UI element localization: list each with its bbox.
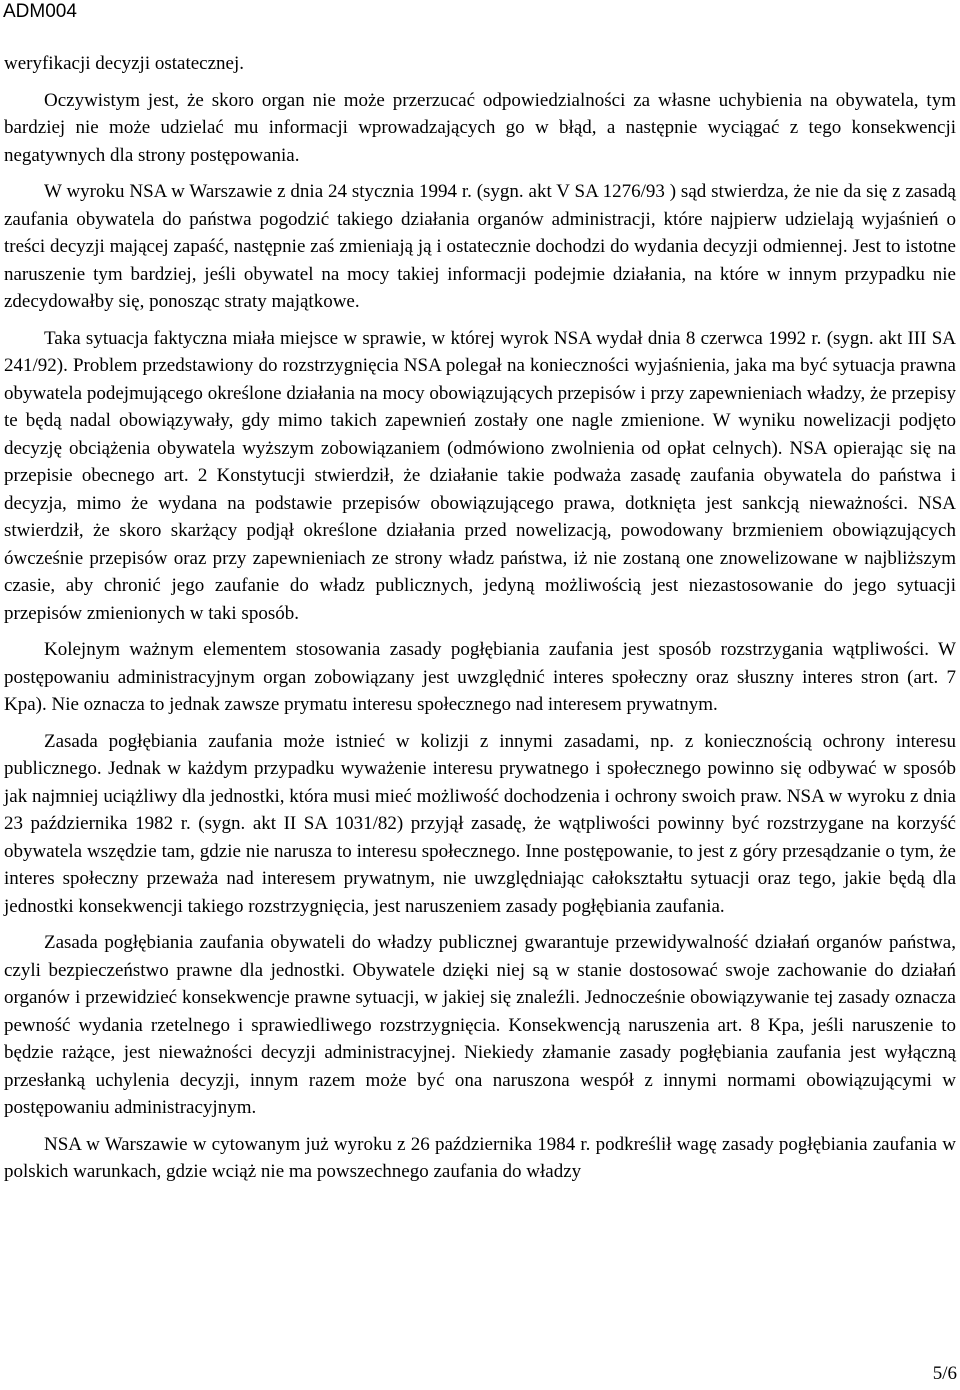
paragraph: Zasada pogłębiania zaufania może istnieć w kolizji z innymi zasadami, np. z koniecznością ochrony interesu publicznego. Jednak w każdym przypadku wyważenie interesu prywatnego i społecznego powinno się odbywać w sposób jak najmniej uciążliwy dla jednostki, która musi mieć możliwość dochodzenia i ochrony swoich praw. NSA w wyroku z dnia 23 października 1982 r. (sygn. akt II SA 1031/82) przyjął zasadę, że wątpliwości powinny być rozstrzygane na korzyść obywatela wszędzie tam, gdzie nie narusza to interesu społecznego. Inne postępowanie, to jest z góry przesądzanie o tym, że interes społeczny przeważa nad interesem prywatnym, nie uwzględniając całokształtu sytuacji oraz tego, jakie będą dla jednostki konsekwencji takiego rozstrzygnięcia, jest naruszeniem zasady pogłębiania zaufania.: [4, 730, 956, 917]
document-id: ADM004: [3, 1, 77, 22]
document-body: [4, 50, 956, 1195]
paragraph: W wyroku NSA w Warszawie z dnia 24 stycznia 1994 r. (sygn. akt V SA 1276/93 ) sąd stwierdza, że nie da się z zasadą zaufania obywatela do państwa pogodzić takiego działania organów administracji, które najpierw udzielają wyjaśnień o treści decyzji mającej zapaść, następnie zaś zmieniają ją i ostatecznie dochodzi do wydania decyzji odmiennej. Jest to istotne naruszenie tym bardziej, jeśli obywatel na mocy takiej informacji podejmie działania, na które w innym przypadku nie zdecydowałby się, ponosząc straty majątkowe.: [4, 181, 956, 312]
paragraph: Oczywistym jest, że skoro organ nie może przerzucać odpowiedzialności za własne uchybienia na obywatela, tym bardziej nie może udzielać mu informacji wprowadzających go w błąd, a następnie wyciągać z tego konsekwencji negatywnych dla strony postępowania.: [4, 89, 956, 166]
paragraph: Taka sytuacja faktyczna miała miejsce w sprawie, w której wyrok NSA wydał dnia 8 czerwca 1992 r. (sygn. akt III SA 241/92). Problem przedstawiony do rozstrzygnięcia NSA polegał na konieczności wyjaśnienia, jaka ma być sytuacja prawna obywatela podejmującego określone działania na mocy obowiązujących przepisów i przy zapewnieniach władzy, że przepisy te będą nadal obowiązywały, gdy mimo takich zapewnień zostały one nagle zmienione. W wyniku nowelizacji podjęto decyzję obciążenia obywatela wyższym zobowiązaniem (odmówiono zwolnienia od opłat celnych). NSA opierając się na przepisie obecnego art. 2 Konstytucji stwierdził, że działanie takie podważa zasadę zaufania obywatela do państwa i decyzja, mimo że wydana na podstawie przepisów obowiązującego prawa, dotknięta jest sankcją nieważności. NSA stwierdził, że skoro skarżący podjął określone działania przed nowelizacją, powodowany brzmieniem obowiązujących ówcześnie przepisów oraz przy zapewnieniach ze strony władz państwa, iż nie zostaną one znowelizowane w najbliższym czasie, aby chronić jego zaufanie do władz publicznych, jedyną możliwością jest niezastosowanie do jego sytuacji przepisów zmienionych w taki sposób.: [4, 327, 956, 624]
paragraph: NSA w Warszawie w cytowanym już wyroku z 26 października 1984 r. podkreślił wagę zasady pogłębiania zaufania w polskich warunkach, gdzie wciąż nie ma powszechnego zaufania do władzy: [4, 1133, 956, 1182]
paragraph: Kolejnym ważnym elementem stosowania zasady pogłębiania zaufania jest sposób rozstrzygania wątpliwości. W postępowaniu administracyjnym organ zobowiązany jest uwzględnić interes społeczny oraz słuszny interes stron (art. 7 Kpa). Nie oznacza to jednak zawsze prymatu interesu społecznego nad interesem prywatnym.: [4, 639, 956, 715]
page-number: 5/6: [932, 1363, 957, 1384]
paragraph: Zasada pogłębiania zaufania obywateli do władzy publicznej gwarantuje przewidywalność działań organów państwa, czyli bezpieczeństwo prawne dla jednostki. Obywatele dzięki niej są w stanie dostosować swoje zachowanie do działań organów i przewidzieć konsekwencje prawne sytuacji, w jakiej się znaleźli. Jednocześnie obowiązywanie tej zasady oznacza pewność wydania rzetelnego i sprawiedliwego rozstrzygnięcia. Konsekwencją naruszenia art. 8 Kpa, jeśli naruszenie to będzie rażące, jest nieważności decyzji administracyjnej. Niekiedy złamanie zasady pogłębiania zaufania jest wyłączną przesłanką uchylenia decyzji, innym razem może być ona naruszona wespół z innymi normami obowiązującymi w postępowaniu administracyjnym.: [4, 932, 956, 1118]
paragraph-continuation: weryfikacji decyzji ostatecznej.: [4, 53, 245, 74]
